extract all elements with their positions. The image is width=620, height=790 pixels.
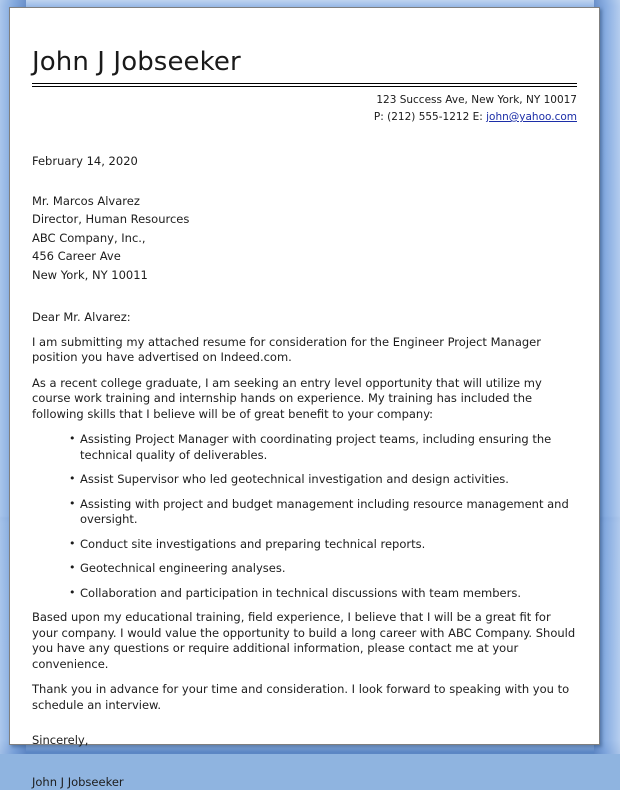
paragraph-thanks: Thank you in advance for your time and consideration. I look forward to speaking with you to schedule an interview. [32,682,577,713]
recipient-title: Director, Human Resources [32,210,577,229]
paragraph-background: As a recent college graduate, I am seeking an entry level opportunity that will utilize my course work training and internship hands on experience. My training has included the following skills that I believe will be of great benefit to your company: [32,376,577,423]
recipient-name: Mr. Marcos Alvarez [32,192,577,211]
recipient-city-state-zip: New York, NY 10011 [32,266,577,285]
contact-phone-email-line [32,109,577,126]
recipient-street: 456 Career Ave [32,247,577,266]
salutation: Dear Mr. Alvarez: [32,310,577,326]
paragraph-intro: I am submitting my attached resume for consideration for the Engineer Project Manager position you have advertised on Indeed.com. [32,335,577,366]
letterhead [32,8,577,126]
skills-list [32,432,577,601]
contact-phone-label: P: (212) 555-1212 E: [374,111,486,123]
recipient-address-block [32,192,577,285]
applicant-name: John J Jobseeker [32,46,577,78]
document-content [10,8,599,790]
list-item: • Assisting Project Manager with coordinating project teams, including ensuring the technical quality of deliverables. [69,432,577,463]
list-item: • Conduct site investigations and preparing technical reports. [69,537,577,553]
list-item: • Assisting with project and budget management including resource management and oversight. [69,497,577,528]
letter-body [32,154,577,790]
signature-name: John J Jobseeker [32,775,577,790]
letterhead-divider [32,83,577,87]
document-page [9,7,600,745]
letter-date: February 14, 2020 [32,154,577,170]
contact-address-line: 123 Success Ave, New York, NY 10017 [32,92,577,109]
list-item: • Assist Supervisor who led geotechnical investigation and design activities. [69,472,577,488]
list-item: • Collaboration and participation in technical discussions with team members. [69,586,577,602]
contact-block [32,92,577,126]
closing-salutation: Sincerely, [32,733,577,749]
list-item: • Geotechnical engineering analyses. [69,561,577,577]
paragraph-fit: Based upon my educational training, field experience, I believe that I will be a great fit for your company. I would value the opportunity to build a long career with ABC Company. Should you have any questions or require additional information, please contact me at your convenience. [32,610,577,672]
email-link[interactable]: john@yahoo.com [486,111,577,123]
recipient-company: ABC Company, Inc., [32,229,577,248]
